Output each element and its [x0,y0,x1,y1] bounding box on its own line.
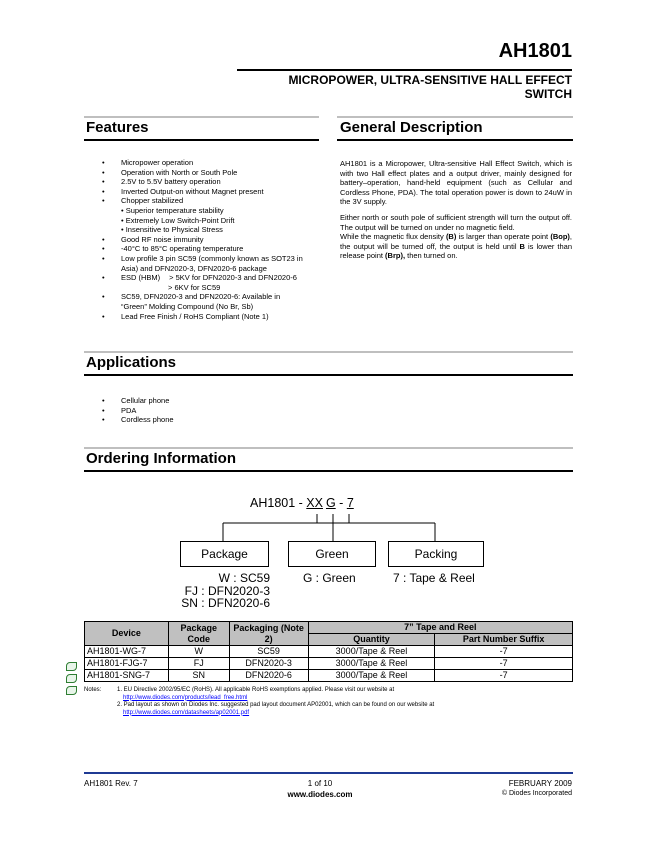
green-option: G : Green [303,571,356,585]
cell-suffix: -7 [435,658,573,670]
table-row [85,646,573,658]
part-code-pattern: AH1801 - XX G - 7 [250,496,354,510]
cell-packaging: DFN2020-6 [229,670,308,682]
list-item: • ESD (HBM) > 5KV for DFN2020-3 and DFN2020-6 [102,273,297,283]
footer-copyright: © Diodes Incorporated [501,790,572,797]
note-1-link[interactable]: http://www.diodes.com/products/lead_free.html [123,694,248,701]
list-item: • Cordless phone [102,415,174,425]
list-item: • Lead Free Finish / RoHS Compliant (Note 1) [102,311,269,321]
ordering-heading: Ordering Information [86,450,236,467]
cell-code: SN [168,670,229,682]
footer-date: FEBRUARY 2009 [508,779,572,788]
cell-packaging: DFN2020-3 [229,658,308,670]
list-item: • Micropower operation [102,158,194,167]
cell-code: W [168,646,229,658]
note-2: 2. Pad layout as shown on Diodes Inc. suggested pad layout document AP02001, which can be found on our website at [117,702,435,708]
sub-list-item: • Extremely Low Switch-Point Drift [121,215,235,225]
notes-body [117,687,573,717]
features-heading: Features [86,119,149,136]
subtitle-line-2: SWITCH [524,87,572,101]
list-item: • Operation with North or South Pole [102,167,238,177]
list-item-continuation: > 6KV for SC59 [168,282,221,292]
packing-box: Packing [388,541,484,567]
part-number-title: AH1801 [498,40,572,62]
rohs-icon [66,682,77,700]
list-item-continuation: “Green” Molding Compound (No Br, Sb) [121,301,254,311]
list-item: • Good RF noise immunity [102,234,204,244]
footer-website[interactable]: www.diodes.com [287,790,353,799]
list-item: • -40°C to 85°C operating temperature [102,244,244,254]
list-item: • PDA [102,405,137,415]
cell-quantity: 3000/Tape & Reel [308,670,435,682]
cell-suffix: -7 [435,646,573,658]
col-suffix: Part Number Suffix [435,634,573,646]
cell-device: AH1801-WG-7 [85,646,169,658]
col-package-code: Package Code [168,622,229,646]
note-2-link[interactable]: http://www.diodes.com/datasheets/ap02001.pdf [123,709,250,716]
ordering-table [84,621,573,682]
sub-list-item: • Insensitive to Physical Stress [121,225,223,235]
cell-suffix: -7 [435,670,573,682]
list-item: • 2.5V to 5.5V battery operation [102,177,221,187]
col-device: Device [85,622,169,646]
cell-device: AH1801-SNG-7 [85,670,169,682]
cell-code: FJ [168,658,229,670]
table-row [85,670,573,682]
list-item: • Low profile 3 pin SC59 (commonly known as SOT23 in [102,253,303,263]
list-item: • Chopper stabilized [102,196,184,206]
notes-label: Notes: [84,687,102,693]
green-box: Green [288,541,376,567]
description-paragraph-1: AH1801 is a Micropower, Ultra-sensitive Hall Effect Switch, which is with two Hall effect plates and a output driver, mainly designed for battery–operation, hand-held equipment (such as Cellular and Cordless Phone, PDA). The total operation power is down to 24uW in the 3V supply. [340,159,572,207]
list-item: • SC59, DFN2020-3 and DFN2020-6: Available in [102,292,281,302]
col-quantity: Quantity [308,634,435,646]
cell-device: AH1801-FJG-7 [85,658,169,670]
note-1: 1. EU Directive 2002/95/EC (RoHS). All applicable RoHS exemptions applied. Please visit our website at [117,687,395,693]
col-packaging: Packaging (Note 2) [229,622,308,646]
list-item: • Inverted Output-on without Magnet present [102,186,264,196]
cell-quantity: 3000/Tape & Reel [308,658,435,670]
applications-heading: Applications [86,354,177,371]
subtitle-line-1: MICROPOWER, ULTRA-SENSITIVE HALL EFFECT [288,73,572,87]
footer-revision: AH1801 Rev. 7 [84,779,138,788]
sub-list-item: • Superior temperature stability [121,205,224,215]
list-item-continuation: Asia) and DFN2020-3, DFN2020-6 package [121,263,267,273]
table-header-row [85,622,573,634]
package-box: Package [180,541,269,567]
col-tape-reel: 7” Tape and Reel [308,622,572,634]
package-options: W : SC59 FJ : DFN2020-3 SN : DFN2020-6 [181,571,270,610]
footer-page: 1 of 10 [307,779,333,788]
list-item: • Cellular phone [102,396,170,405]
description-paragraph-2: Either north or south pole of sufficient strength will turn the output off. The output will be turned on under no magnetic field. While the magnetic flux density (B) is larger than operate point (Bop), the output will be turned off, the output is held until B is lower than release point (Brp), then turned on. [340,212,572,261]
table-row [85,658,573,670]
cell-packaging: SC59 [229,646,308,658]
footer-rule [84,772,573,774]
description-heading: General Description [340,119,483,136]
packing-option: 7 : Tape & Reel [393,571,475,585]
cell-quantity: 3000/Tape & Reel [308,646,435,658]
